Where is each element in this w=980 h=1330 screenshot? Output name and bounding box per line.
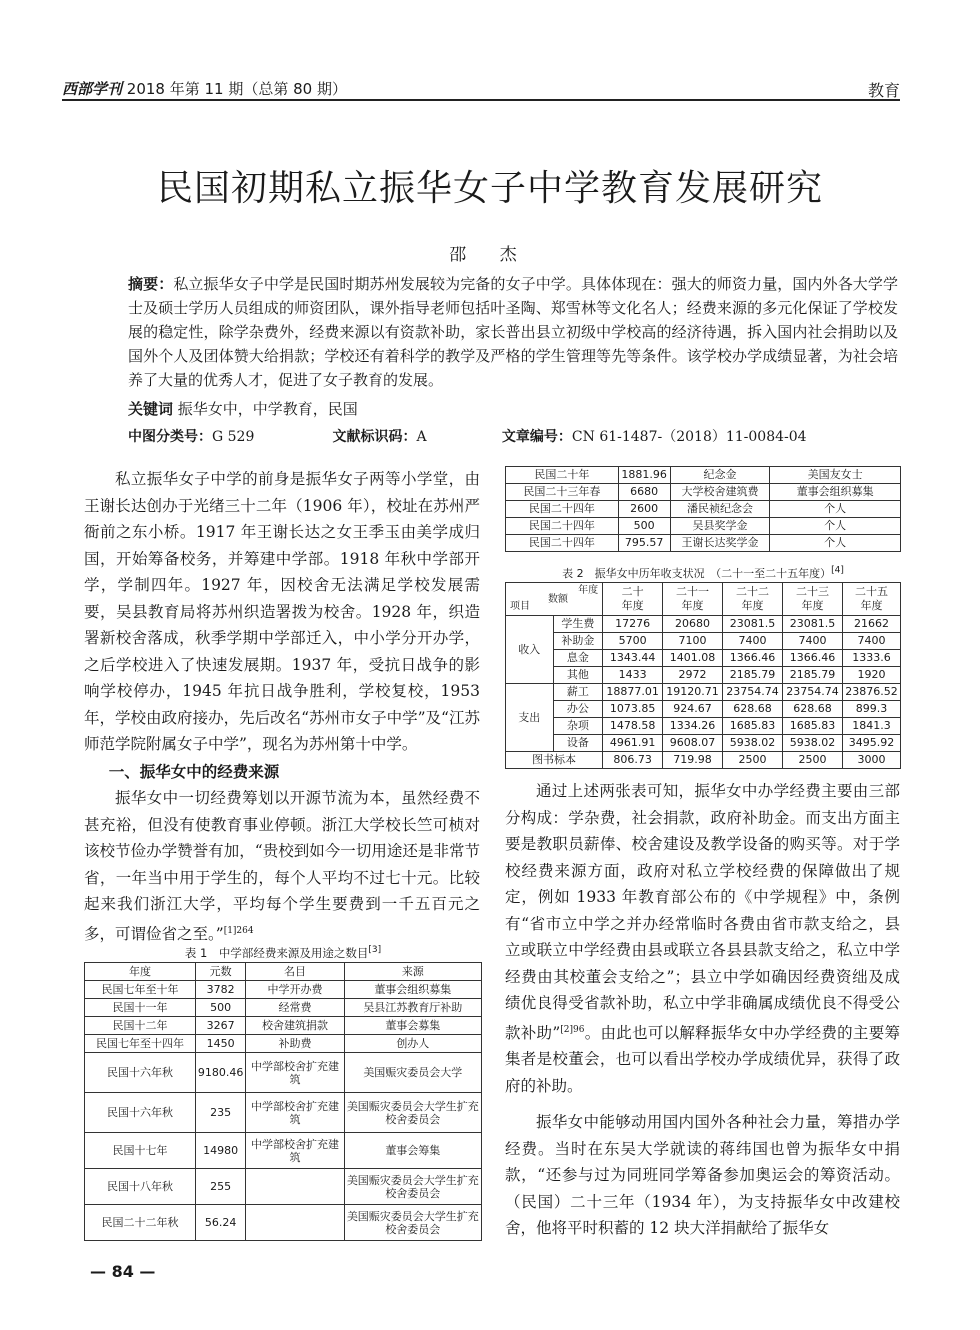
corner-top-label: 年度 xyxy=(578,585,599,596)
table-cell: 个人 xyxy=(770,518,901,535)
table-cell: 民国十六年秋 xyxy=(85,1093,196,1133)
table-cell: 美国赈灾委员会大学 xyxy=(344,1053,481,1093)
table-cell: 4961.91 xyxy=(603,735,663,752)
table-row xyxy=(506,684,901,701)
table-cell: 1366.46 xyxy=(782,650,842,667)
table-cell: 其他 xyxy=(553,667,603,684)
table-cell: 王谢长达奖学金 xyxy=(670,535,770,552)
table-cell: 56.24 xyxy=(195,1205,246,1241)
table-cell: 500 xyxy=(618,518,670,535)
table-cell: 1881.96 xyxy=(618,467,670,484)
table-cell: 薪工 xyxy=(553,684,603,701)
paragraph-analysis xyxy=(505,778,900,1099)
citation-ref: [1]264 xyxy=(223,925,254,936)
table-cell: 董事会募集 xyxy=(344,1017,481,1035)
table-cell: 7400 xyxy=(723,633,783,650)
table-cell: 1433 xyxy=(603,667,663,684)
table-header-row xyxy=(85,963,482,981)
table2-caption-ref: [4] xyxy=(831,565,844,576)
table-cell: 个人 xyxy=(770,501,901,518)
table-cell: 潘民祯纪念会 xyxy=(670,501,770,518)
table-row xyxy=(85,981,482,999)
table-cell: 719.98 xyxy=(663,752,723,769)
table-cell: 21662 xyxy=(842,616,900,633)
table-cell: 806.73 xyxy=(603,752,663,769)
table-cell: 795.57 xyxy=(618,535,670,552)
table-corner-cell xyxy=(506,583,603,616)
table-cell: 中学部校舍扩充建筑 xyxy=(246,1093,344,1133)
table-cell: 1401.08 xyxy=(663,650,723,667)
table-cell: 5700 xyxy=(603,633,663,650)
table-cell: 1343.44 xyxy=(603,650,663,667)
table-row xyxy=(506,650,901,667)
table2-caption xyxy=(505,565,901,581)
table-header-row xyxy=(506,583,901,616)
article-no-value: CN 61-1487-（2018）11-0084-04 xyxy=(571,429,807,445)
table-cell: 纪念金 xyxy=(670,467,770,484)
citation-ref: [2]96 xyxy=(560,1024,585,1035)
table-row xyxy=(85,1035,482,1053)
table-row xyxy=(85,999,482,1017)
table-cell: 民国十八年秋 xyxy=(85,1169,196,1205)
journal-issue: 2018 年第 11 期（总第 80 期） xyxy=(126,80,347,98)
keywords-text: 振华女中，中学教育，民国 xyxy=(177,400,358,418)
doc-code-value: A xyxy=(416,429,427,445)
table-cell: 18877.01 xyxy=(603,684,663,701)
table-cell: 1685.83 xyxy=(723,718,783,735)
table-header-cell: 来源 xyxy=(344,963,481,981)
table1-caption xyxy=(84,945,482,961)
table-cell: 1073.85 xyxy=(603,701,663,718)
table-cell: 图书标本 xyxy=(506,752,603,769)
table-cell: 美国赈灾委员会大学生扩充校舍委员会 xyxy=(344,1093,481,1133)
table-cell: 补助费 xyxy=(246,1035,344,1053)
table-cell: 1685.83 xyxy=(782,718,842,735)
row-group-expense: 支出 xyxy=(506,684,554,752)
table-cell: 民国二十三年春 xyxy=(506,484,619,501)
table-cell: 董事会筹集 xyxy=(344,1133,481,1169)
table-row xyxy=(506,718,901,735)
abstract-label: 摘要： xyxy=(128,275,174,293)
table-cell: 14980 xyxy=(195,1133,246,1169)
table-cell: 2972 xyxy=(663,667,723,684)
table-row xyxy=(506,501,901,518)
table-cell: 民国十二年 xyxy=(85,1017,196,1035)
table-row xyxy=(85,1169,482,1205)
table-cell: 17276 xyxy=(603,616,663,633)
abstract xyxy=(128,272,898,392)
table-cell: 19120.71 xyxy=(663,684,723,701)
keywords xyxy=(128,398,358,419)
table-row xyxy=(506,518,901,535)
table-cell: 民国二十四年 xyxy=(506,501,619,518)
table-row xyxy=(506,535,901,552)
journal-name: 西部学刊 xyxy=(62,80,123,98)
keywords-label: 关键词 xyxy=(128,400,174,418)
corner-bottom-label: 项目 xyxy=(510,601,530,612)
table-cell: 个人 xyxy=(770,535,901,552)
table-cell: 美国友女士 xyxy=(770,467,901,484)
paragraph-intro: 私立振华女子中学的前身是振华女子两等小学堂，由王谢长达创办于光绪三十二年（1906 年），校址在苏州严衙前之东小桥。1917 年王谢长达之女王季玉由美学成归国，开始筹备校务，并筹建中学部。1918 年秋中学部开学，学制四年。1927 年，因校舍无法满足学校发展需要，吴县教育局将苏州织造署拨为校舍。1928 年，织造署新校舍落成，秋季学期中学部迁入，中小学分开办学，之后学校进入了快速发展期。1937 年，受抗日战争的影响学校停办，1945 年抗日战争胜利，学校复校，1953 年，学校由政府接办，先后改名“苏州市女子中学”及“江苏师范学院附属女子中学”，现名为苏州第十中学。 xyxy=(84,470,480,753)
table-cell: 董事会组织募集 xyxy=(344,981,481,999)
table-cell: 1450 xyxy=(195,1035,246,1053)
table-cell: 6680 xyxy=(618,484,670,501)
paragraph-donations: 振华女中能够动用国内国外各种社会力量，筹措办学经费。当时在东吴大学就读的蒋纬国也曾为振华女中捐款，“还参与过为同班同学筹备参加奥运会的筹资活动。（民国）二十三年（1934 年），为支持振华女中改建校舍，他将平时积蓄的 12 块大洋捐献给了振华女 xyxy=(505,1113,900,1238)
table-cell: 7100 xyxy=(663,633,723,650)
table-header-cell: 名目 xyxy=(246,963,344,981)
table-cell: 中学开办费 xyxy=(246,981,344,999)
table-cell: 3495.92 xyxy=(842,735,900,752)
table1-caption-text: 表 1 中学部经费来源及用途之数目 xyxy=(184,946,369,960)
table-cell: 628.68 xyxy=(782,701,842,718)
table-cell: 1841.3 xyxy=(842,718,900,735)
table-cell: 7400 xyxy=(842,633,900,650)
article-title: 民国初期私立振华女子中学教育发展研究 xyxy=(156,168,823,209)
table-header-cell: 二十五 年度 xyxy=(842,583,900,616)
table-header-cell: 二十一 年度 xyxy=(663,583,723,616)
table-cell: 1333.6 xyxy=(842,650,900,667)
table-cell: 2185.79 xyxy=(723,667,783,684)
right-column-analysis xyxy=(505,778,900,1242)
table-row xyxy=(506,616,901,633)
table-cell: 民国二十二年秋 xyxy=(85,1205,196,1241)
table-cell: 补助金 xyxy=(553,633,603,650)
table-cell: 民国七年至十年 xyxy=(85,981,196,999)
table-cell: 500 xyxy=(195,999,246,1017)
table1-caption-ref: [3] xyxy=(368,945,382,956)
table-cell: 民国二十年 xyxy=(506,467,619,484)
table-cell: 20680 xyxy=(663,616,723,633)
table-cell: 3267 xyxy=(195,1017,246,1035)
table-cell: 5938.02 xyxy=(782,735,842,752)
table-row xyxy=(506,667,901,684)
table-cell xyxy=(246,1169,344,1205)
table-row xyxy=(506,467,901,484)
table-cell: 23754.74 xyxy=(782,684,842,701)
table-cell: 民国七年至十四年 xyxy=(85,1035,196,1053)
table-cell: 息金 xyxy=(553,650,603,667)
abstract-text: 私立振华女子中学是民国时期苏州发展较为完备的女子中学。具体体现在：强大的师资力量，国内外各大学学士及硕士学历人员组成的师资团队，课外指导老师包括叶圣陶、郑雪林等文化名人；经费来源的多元化保证了学校发展的稳定性，除学杂费外，经费来源以有资款补助，家长普出县立初级中学校高的经济待遇，拆入国内社会捐助以及国外个人及团体赞大给捐款；学校还有着科学的教学及严格的学生管理等先等条件。该学校办学成绩显著，为社会培养了大量的优秀人才，促进了女子教育的发展。 xyxy=(128,275,898,389)
paragraph-funding xyxy=(84,785,480,947)
table-cell: 255 xyxy=(195,1169,246,1205)
journal-header xyxy=(62,78,347,99)
table-cell: 学生费 xyxy=(553,616,603,633)
paragraph-funding-text: 振华女中一切经费筹划以开源节流为本，虽然经费不甚充裕，但没有使教育事业停顿。浙江大学校长竺可桢对该校节俭办学赞誉有加，“贵校到如今一切用途还是非常节省，一年当中用于学生的，每个人平均不过七十元。比较起来我们浙江大学，平均每个学生要费到一千五百元之多，可谓俭省之至。” xyxy=(84,789,480,943)
table-row xyxy=(506,752,901,769)
table2-income-expense xyxy=(505,582,901,769)
table-row xyxy=(506,633,901,650)
table-cell: 2185.79 xyxy=(782,667,842,684)
table-cell: 民国二十四年 xyxy=(506,518,619,535)
table-cell: 设备 xyxy=(553,735,603,752)
table-cell: 民国十六年秋 xyxy=(85,1053,196,1093)
table-cell: 1366.46 xyxy=(723,650,783,667)
table-cell: 校舍建筑捐款 xyxy=(246,1017,344,1035)
table1-continuation xyxy=(505,466,901,552)
table-cell: 1920 xyxy=(842,667,900,684)
table-row xyxy=(506,735,901,752)
table-cell: 中学部校舍扩充建筑 xyxy=(246,1133,344,1169)
table-header-cell: 元数 xyxy=(195,963,246,981)
table-cell: 杂项 xyxy=(553,718,603,735)
doc-code-label: 文献标识码： xyxy=(332,429,417,445)
corner-mid-label: 数额 xyxy=(548,594,568,605)
row-group-income: 收入 xyxy=(506,616,554,684)
table-row xyxy=(506,484,901,501)
table-row xyxy=(85,1017,482,1035)
table-cell: 3782 xyxy=(195,981,246,999)
table-cell: 235 xyxy=(195,1093,246,1133)
table-cell: 5938.02 xyxy=(723,735,783,752)
table-header-cell: 年度 xyxy=(85,963,196,981)
table-header-cell: 二十 年度 xyxy=(603,583,663,616)
clc-value: G 529 xyxy=(212,429,255,445)
table-cell: 2500 xyxy=(723,752,783,769)
table-cell: 董事会组织募集 xyxy=(770,484,901,501)
table-cell: 民国十七年 xyxy=(85,1133,196,1169)
header-rule xyxy=(62,99,900,101)
article-no-label: 文章编号： xyxy=(501,429,572,445)
table-cell: 吴县奖学金 xyxy=(670,518,770,535)
table-cell: 创办人 xyxy=(344,1035,481,1053)
table-cell: 899.3 xyxy=(842,701,900,718)
table-cell: 2600 xyxy=(618,501,670,518)
paragraph-analysis-tail: 。由此也可以解释振华女中办学经费的主要筹集者是校董会，也可以看出学校办学成绩优异，获得了政府的补助。 xyxy=(505,1023,900,1095)
table-header-cell: 二十二 年度 xyxy=(723,583,783,616)
table-cell: 23081.5 xyxy=(723,616,783,633)
table-cell: 美国赈灾委员会大学生扩充校舍委员会 xyxy=(344,1205,481,1241)
clc-label: 中图分类号： xyxy=(128,429,212,445)
table-row xyxy=(506,701,901,718)
table-cell: 23754.74 xyxy=(723,684,783,701)
table-cell: 9608.07 xyxy=(663,735,723,752)
table-cell: 628.68 xyxy=(723,701,783,718)
table-cell: 中学部校舍扩充建筑 xyxy=(246,1053,344,1093)
table-row xyxy=(85,1053,482,1093)
table-header-cell: 二十三 年度 xyxy=(782,583,842,616)
table-cell: 1478.58 xyxy=(603,718,663,735)
table-cell: 2500 xyxy=(782,752,842,769)
paragraph-analysis-text: 通过上述两张表可知，振华女中办学经费主要由三部分构成：学杂费，社会捐款，政府补助金。而支出方面主要是教职员薪俸、校舍建设及教学设备的购买等。对于学校经费来源方面，政府对私立学校经费的保障做出了规定，例如 1933 年教育部公布的《中学规程》中，条例有“省市立中学之并办经常临时各费由省市款支给之，县立或联立中学经费由县或联立各县县款支给之，私立中学经费由其校董会支给之”；县立中学如确因经费资绌及成绩优良得受省款补助，私立中学非确属成绩优良不得受公款补助” xyxy=(505,782,900,1042)
table-cell: 1334.26 xyxy=(663,718,723,735)
table-cell: 9180.46 xyxy=(195,1053,246,1093)
table-cell: 办公 xyxy=(553,701,603,718)
page-number: — 84 — xyxy=(90,1262,156,1281)
left-column-intro xyxy=(84,466,480,947)
section-heading-funding: 一、振华女中的经费来源 xyxy=(108,762,280,781)
table2-caption-text: 表 2 振华女中历年收支状况 （二十一至二十五年度） xyxy=(562,567,832,580)
table-cell: 民国十一年 xyxy=(85,999,196,1017)
article-author: 邵 杰 xyxy=(449,245,531,265)
table-cell: 23081.5 xyxy=(782,616,842,633)
table-row xyxy=(85,1093,482,1133)
table-cell: 大学校舍建筑费 xyxy=(670,484,770,501)
table-cell: 7400 xyxy=(782,633,842,650)
table1-funding-sources xyxy=(84,962,482,1241)
table-row xyxy=(85,1205,482,1241)
table-cell: 民国二十四年 xyxy=(506,535,619,552)
classification-line xyxy=(128,426,898,446)
table-row xyxy=(85,1133,482,1169)
table-cell: 23876.52 xyxy=(842,684,900,701)
table-cell: 3000 xyxy=(842,752,900,769)
table-cell: 经常费 xyxy=(246,999,344,1017)
section-label: 教育 xyxy=(867,81,900,100)
table-cell xyxy=(246,1205,344,1241)
table-cell: 924.67 xyxy=(663,701,723,718)
table-cell: 吴县江苏教育厅补助 xyxy=(344,999,481,1017)
table-cell: 美国赈灾委员会大学生扩充校舍委员会 xyxy=(344,1169,481,1205)
